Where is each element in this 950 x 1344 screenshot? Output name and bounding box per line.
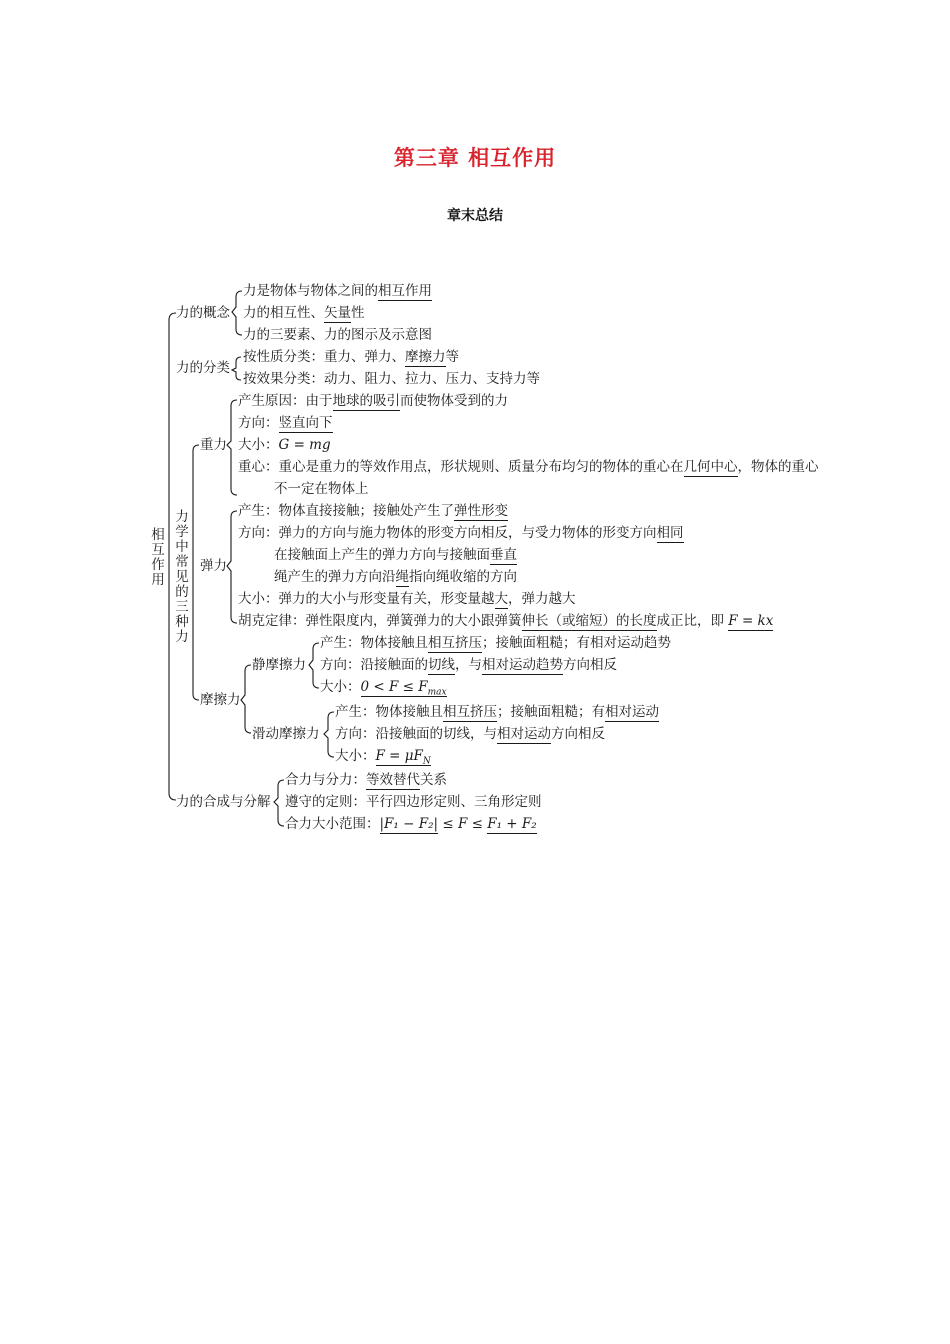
static-line-2: 方向：沿接触面的切线，与相对运动趋势方向相反 — [320, 657, 617, 673]
elastic-line-1: 产生：物体直接接触；接触处产生了弹性形变 — [238, 503, 508, 519]
compose-line-2: 遵守的定则：平行四边形定则、三角形定则 — [285, 794, 542, 810]
concept-label: 力的概念 — [176, 305, 230, 321]
concept-line-2: 力的相互性、矢量性 — [243, 305, 365, 321]
concept-line-1: 力是物体与物体之间的相互作用 — [243, 283, 432, 299]
section-subtitle: 章末总结 — [447, 208, 503, 224]
compose-label: 力的合成与分解 — [176, 794, 271, 810]
sliding-friction-label: 滑动摩擦力 — [252, 726, 320, 742]
elastic-line-6: 胡克定律：弹性限度内，弹簧弹力的大小跟弹簧伸长（或缩短）的长度成正比，即 F = kx — [238, 613, 774, 629]
gravity-line-1: 产生原因：由于地球的吸引而使物体受到的力 — [238, 393, 508, 409]
chapter-title: 第三章 相互作用 — [393, 146, 557, 170]
compose-line-1: 合力与分力：等效替代关系 — [285, 772, 447, 788]
three-forces-label: 力学中常见的三种力 — [175, 509, 189, 645]
sliding-line-1: 产生：物体接触且相互挤压；接触面粗糙；有相对运动 — [335, 704, 659, 720]
compose-line-3: 合力大小范围：|F₁ − F₂| ≤ F ≤ F₁ + F₂ — [285, 816, 537, 832]
static-friction-label: 静摩擦力 — [252, 657, 306, 673]
elastic-line-3: 在接触面上产生的弹力方向与接触面垂直 — [274, 547, 517, 563]
gravity-line-2: 方向：竖直向下 — [238, 415, 333, 431]
elastic-line-2: 方向：弹力的方向与施力物体的形变方向相反，与受力物体的形变方向相同 — [238, 525, 684, 541]
gravity-line-5: 不一定在物体上 — [274, 481, 369, 497]
elastic-line-4: 绳产生的弹力方向沿绳指向绳收缩的方向 — [274, 569, 517, 585]
classify-line-2: 按效果分类：动力、阻力、拉力、压力、支持力等 — [243, 371, 540, 387]
elastic-label: 弹力 — [200, 558, 227, 574]
static-line-1: 产生：物体接触且相互挤压；接触面粗糙；有相对运动趋势 — [320, 635, 671, 651]
static-line-3: 大小：$0 < F \le F_{max}$ — [320, 679, 447, 698]
root-label: 相互作用 — [151, 527, 165, 588]
friction-label: 摩擦力 — [200, 692, 241, 708]
gravity-line-3: 大小：G = mg — [238, 437, 331, 453]
classify-label: 力的分类 — [176, 360, 230, 376]
sliding-line-2: 方向：沿接触面的切线，与相对运动方向相反 — [335, 726, 605, 742]
gravity-label: 重力 — [200, 437, 227, 453]
sliding-line-3: 大小：$F = \mu F_N$ — [335, 748, 431, 767]
concept-line-3: 力的三要素、力的图示及示意图 — [243, 327, 432, 343]
gravity-line-4: 重心：重心是重力的等效作用点，形状规则、质量分布均匀的物体的重心在几何中心，物体的重心 — [238, 459, 819, 475]
classify-line-1: 按性质分类：重力、弹力、摩擦力等 — [243, 349, 459, 365]
elastic-line-5: 大小：弹力的大小与形变量有关，形变量越大，弹力越大 — [238, 591, 576, 607]
